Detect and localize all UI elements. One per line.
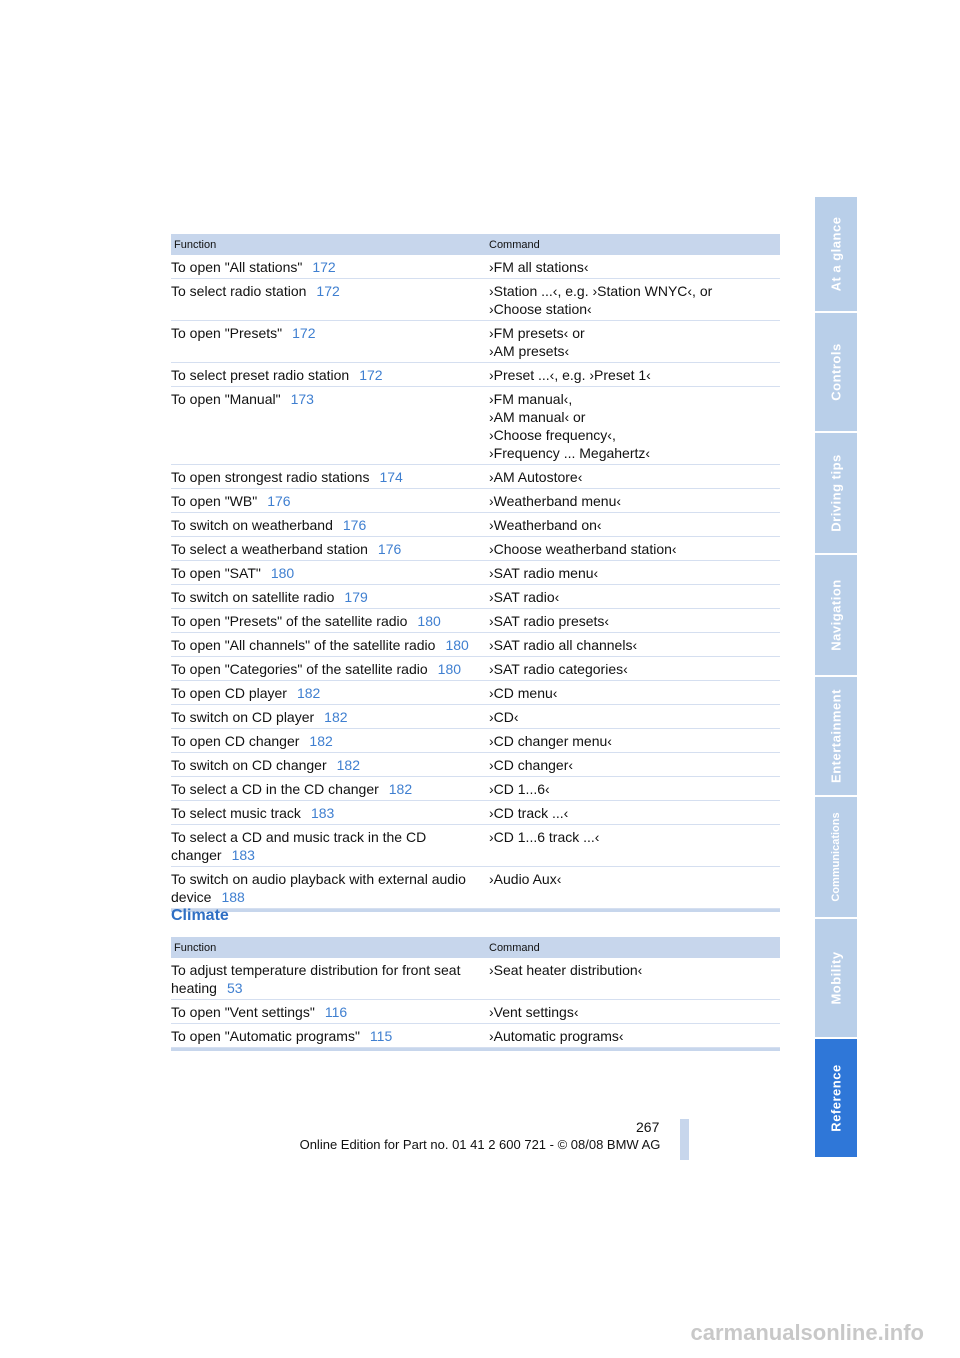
command-header: Command [489, 238, 540, 251]
page-reference-link[interactable]: 172 [312, 259, 336, 275]
function-cell [171, 870, 489, 906]
function-text: To open "Presets" [171, 325, 283, 341]
page-reference-link[interactable]: 182 [388, 781, 413, 797]
tab-navigation[interactable]: Navigation [815, 555, 857, 675]
command-cell: ›CD changer menu‹ [489, 733, 612, 749]
page-number: 267 [636, 1119, 660, 1135]
command-cell: ›SAT radio‹ [489, 589, 560, 605]
table-row [171, 729, 780, 753]
page-reference-link[interactable]: 182 [309, 733, 333, 749]
page-reference-link[interactable]: 172 [292, 325, 316, 341]
page-reference-link[interactable]: 176 [377, 541, 402, 557]
table-end-rule [171, 909, 780, 912]
command-cell: ›SAT radio categories‹ [489, 661, 628, 677]
table-row [171, 465, 780, 489]
command-cell: ›AM Autostore‹ [489, 469, 583, 485]
function-text: To open strongest radio stations [171, 469, 370, 485]
command-header: Command [489, 941, 540, 954]
tab-reference[interactable]: Reference [815, 1039, 857, 1157]
function-cell [171, 732, 489, 750]
function-text: To open "All channels" of the satellite radio [171, 637, 436, 653]
table-header [171, 937, 780, 958]
command-cell: ›FM presets‹ or ›AM presets‹ [489, 325, 585, 359]
table-end-rule [171, 1048, 780, 1051]
page-reference-link[interactable]: 116 [324, 1004, 348, 1020]
table-row [171, 387, 780, 465]
function-text: To open CD changer [171, 733, 300, 749]
function-header: Function [174, 941, 217, 954]
function-cell [171, 468, 489, 486]
table-row [171, 609, 780, 633]
command-cell: ›Station ...‹, e.g. ›Station WNYC‹, or ›Choose station‹ [489, 283, 713, 317]
function-cell [171, 804, 489, 822]
table-row [171, 561, 780, 585]
climate-commands-table [171, 937, 780, 1051]
tab-entertainment[interactable]: Entertainment [815, 677, 857, 795]
function-cell [171, 1027, 489, 1045]
function-cell [171, 282, 489, 318]
table-row [171, 777, 780, 801]
function-text: To select music track [171, 805, 301, 821]
table-header [171, 234, 780, 255]
section-title: Climate [171, 907, 229, 924]
command-cell: ›CD changer‹ [489, 757, 574, 773]
function-cell [171, 390, 489, 462]
function-text: To open "WB" [171, 493, 258, 509]
command-cell: ›SAT radio presets‹ [489, 613, 610, 629]
table-row [171, 753, 780, 777]
function-text: To switch on weatherband [171, 517, 333, 533]
command-cell: ›FM manual‹, ›AM manual‹ or ›Choose frequency‹, ›Frequency ... Megahertz‹ [489, 391, 651, 461]
table-row [171, 681, 780, 705]
page-reference-link[interactable]: 180 [270, 565, 295, 581]
page-reference-link[interactable]: 182 [296, 685, 321, 701]
table-row [171, 585, 780, 609]
table-row [171, 537, 780, 561]
table-row [171, 958, 780, 1000]
command-cell: ›Choose weatherband station‹ [489, 541, 677, 557]
page-reference-link[interactable]: 180 [437, 661, 462, 677]
table-row [171, 279, 780, 321]
function-cell [171, 258, 489, 276]
table-row [171, 489, 780, 513]
function-text: To select radio station [171, 283, 307, 299]
watermark: carmanualsonline.info [690, 1320, 924, 1345]
command-cell: ›CD 1...6‹ [489, 781, 550, 797]
function-cell [171, 612, 489, 630]
function-text: To select preset radio station [171, 367, 350, 383]
function-text: To switch on CD changer [171, 757, 327, 773]
page-reference-link[interactable]: 115 [369, 1028, 393, 1044]
function-cell [171, 684, 489, 702]
table-row [171, 825, 780, 867]
command-cell: ›FM all stations‹ [489, 259, 589, 275]
function-cell [171, 1003, 489, 1021]
function-cell [171, 828, 489, 864]
page-reference-link[interactable]: 179 [344, 589, 368, 605]
chapter-tabs [815, 197, 857, 1159]
page-reference-link[interactable]: 180 [445, 637, 469, 653]
tab-controls[interactable]: Controls [815, 313, 857, 431]
command-cell: ›CD menu‹ [489, 685, 558, 701]
command-cell: ›Weatherband menu‹ [489, 493, 622, 509]
function-text: To switch on audio playback with external audio device [171, 871, 466, 905]
function-text: To open "All stations" [171, 259, 303, 275]
tab-communications[interactable]: Communications [815, 797, 857, 917]
command-cell: ›CD track ...‹ [489, 805, 569, 821]
function-cell [171, 961, 489, 997]
command-cell: ›CD 1...6 track ...‹ [489, 829, 600, 845]
function-cell [171, 564, 489, 582]
function-cell [171, 516, 489, 534]
table-row [171, 633, 780, 657]
function-text: To open "SAT" [171, 565, 261, 581]
function-cell [171, 492, 489, 510]
page-reference-link[interactable]: 182 [324, 709, 348, 725]
page-reference-link[interactable]: 188 [221, 889, 245, 905]
command-cell: ›Seat heater distribution‹ [489, 962, 643, 978]
function-text: To open "Presets" of the satellite radio [171, 613, 408, 629]
function-cell [171, 780, 489, 798]
table-row [171, 1000, 780, 1024]
table-row [171, 867, 780, 909]
radio-cd-commands-table [171, 234, 780, 912]
table-row [171, 363, 780, 387]
page-reference-link[interactable]: 182 [336, 757, 360, 773]
function-cell [171, 540, 489, 558]
function-text: To select a weatherband station [171, 541, 368, 557]
command-cell: ›Vent settings‹ [489, 1004, 579, 1020]
function-text: To select a CD and music track in the CD changer [171, 829, 427, 863]
function-text: To open "Manual" [171, 391, 281, 407]
page-reference-link[interactable]: 174 [379, 469, 403, 485]
function-cell [171, 636, 489, 654]
tab-at-a-glance[interactable]: At a glance [815, 197, 857, 311]
page-reference-link[interactable]: 172 [316, 283, 340, 299]
command-cell: ›Weatherband on‹ [489, 517, 602, 533]
command-cell: ›SAT radio menu‹ [489, 565, 599, 581]
command-cell: ›SAT radio all channels‹ [489, 637, 638, 653]
function-text: To adjust temperature distribution for front seat heating [171, 962, 461, 996]
function-text: To open "Automatic programs" [171, 1028, 360, 1044]
function-text: To open "Categories" of the satellite radio [171, 661, 428, 677]
function-cell [171, 708, 489, 726]
page-reference-link[interactable]: 183 [231, 847, 255, 863]
table-row [171, 1024, 780, 1048]
page-reference-link[interactable]: 176 [342, 517, 367, 533]
page-reference-link[interactable]: 172 [359, 367, 383, 383]
function-text: To switch on satellite radio [171, 589, 335, 605]
page-reference-link[interactable]: 53 [226, 980, 243, 996]
table-row [171, 321, 780, 363]
function-cell [171, 588, 489, 606]
function-cell [171, 324, 489, 360]
tab-driving-tips[interactable]: Driving tips [815, 433, 857, 553]
page-reference-link[interactable]: 183 [310, 805, 335, 821]
function-header: Function [174, 238, 217, 251]
footer-edition-text: Online Edition for Part no. 01 41 2 600 721 - © 08/08 BMW AG [299, 1137, 661, 1152]
table-row [171, 255, 780, 279]
tab-mobility[interactable]: Mobility [815, 919, 857, 1037]
command-cell: ›CD‹ [489, 709, 519, 725]
page-reference-link[interactable]: 173 [290, 391, 314, 407]
page-reference-link[interactable]: 176 [267, 493, 291, 509]
function-text: To open "Vent settings" [171, 1004, 315, 1020]
command-cell: ›Preset ...‹, e.g. ›Preset 1‹ [489, 367, 651, 383]
page-reference-link[interactable]: 180 [417, 613, 441, 629]
table-row [171, 705, 780, 729]
table-row [171, 801, 780, 825]
function-cell [171, 660, 489, 678]
function-cell [171, 366, 489, 384]
function-text: To open CD player [171, 685, 287, 701]
function-cell [171, 756, 489, 774]
function-text: To select a CD in the CD changer [171, 781, 379, 797]
table-row [171, 513, 780, 537]
table-row [171, 657, 780, 681]
command-cell: ›Automatic programs‹ [489, 1028, 624, 1044]
command-cell: ›Audio Aux‹ [489, 871, 562, 887]
function-text: To switch on CD player [171, 709, 315, 725]
